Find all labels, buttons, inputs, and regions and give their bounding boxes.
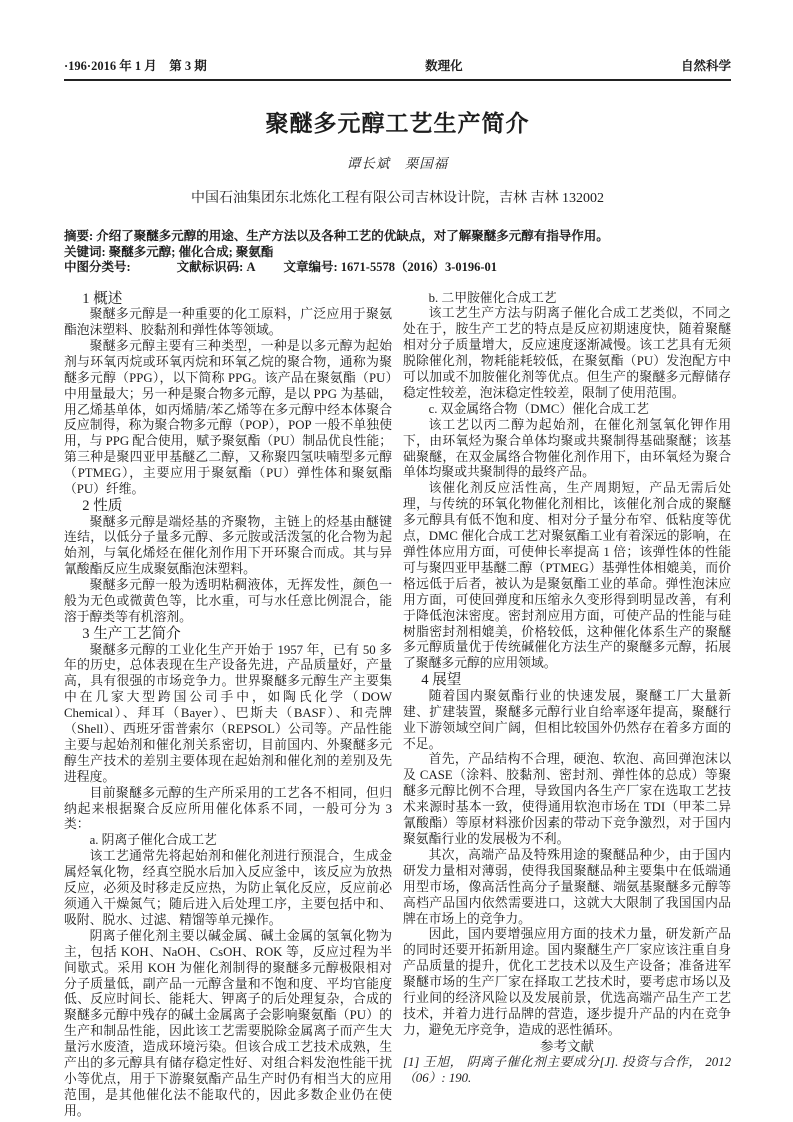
authors: 谭长斌 栗国福 <box>346 156 449 171</box>
paragraph: 首先，产品结构不合理，硬泡、软泡、高回弹泡沫以及 CASE（涂料、胶黏剂、密封剂、弹性体的总成）等聚醚多元醇比例不合理，导致国内各生产厂家在选取工艺技术来源时基本一致，使得通用软泡市场在 TDI（甲苯二异氰酸酯）等原材料涨价因素的带动下竞争激烈，对于国内聚氨酯行业的发展极为不利。 <box>403 752 731 846</box>
journal-name: 自然科学 <box>680 59 731 73</box>
page-header <box>64 56 731 81</box>
affiliation: 中国石油集团东北炼化工程有限公司吉林设计院，吉林 吉林 132002 <box>191 191 604 206</box>
paragraph: 因此，国内要增强应用方面的技术力量，研发新产品的同时还要开拓新用途。国内聚醚生产厂家应该注重自身产品质量的提升，优化工艺技术以及生产设备；准备进军聚醚市场的生产厂家在择取工艺技术时，要考虑市场以及行业间的经济风险以及发展前景，优选高端产品生产工艺技术，并着力进行品牌的营造，逐步提升产品的内在竞争力，避免无序竞争，造成的恶性循环。 <box>403 927 731 1037</box>
paragraph: 随着国内聚氨酯行业的快速发展，聚醚工厂大量新建、扩建装置，聚醚多元醇行业自给率逐年提高，聚醚行业下游领域空间广阔，但相比较国外仍然存在着多方面的不足。 <box>403 688 731 751</box>
paragraph: 聚醚多元醇一般为透明粘稠液体，无挥发性，颜色一般为无色或微黄色等，比水重，可与水任意比例混合，能溶于醇类等有机溶剂。 <box>64 578 392 624</box>
right-column <box>403 291 731 1120</box>
references-heading: 参考文献 <box>540 1038 594 1054</box>
section-heading: 3 生产工艺简介 <box>82 625 181 642</box>
classification-row <box>64 260 731 276</box>
article-meta <box>64 229 731 276</box>
section-heading: 1 概述 <box>82 290 123 307</box>
left-column <box>64 291 392 1120</box>
keywords: 关键词: 聚醚多元醇; 催化合成; 聚氨酯 <box>64 244 274 259</box>
paragraph: 其次，高端产品及特殊用途的聚醚品种少，由于国内研发力量相对薄弱，使得我国聚醚品种主要集中在低端通用型市场，像高活性高分子量聚醚、端氨基聚醚多元醇等高档产品国内依然需要进口，这就大大限制了我国国内品牌在市场上的竞争力。 <box>403 847 731 926</box>
clc-number-label: 中图分类号: <box>64 260 131 274</box>
reference-item: [1] 王旭， 阴离子催化剂主要成分[J]. 投资与合作， 2012（06）: 190. <box>403 1054 731 1085</box>
article-title: 聚醚多元醇工艺生产简介 <box>265 111 530 136</box>
abstract: 摘要: 介绍了聚醚多元醇的用途、生产方法以及各种工艺的优缺点，对了解聚醚多元醇有指导作用。 <box>64 229 609 243</box>
paragraph: 聚醚多元醇是一种重要的化工原料，广泛应用于聚氨酯泡沫塑料、胶黏剂和弹性体等领域。 <box>64 307 392 337</box>
paragraph: 该工艺通常先将起始剂和催化剂进行预混合，生成金属烃氧化物，经真空脱水后加入反应釜中，该反应为放热反应，必须及时移走反应热，为防止氧化反应，反应前必须通入干燥氮气；随后进入后处理工序，主要包括中和、吸附、脱水、过滤、精馏等单元操作。 <box>64 849 392 927</box>
page-number-issue: ·196·2016 年 1 月 第 3 期 <box>64 59 207 73</box>
paragraph: 该催化剂反应活性高，生产周期短，产品无需后处理，与传统的环氧化物催化剂相比，该催化剂合成的聚醚多元醇具有低不饱和度、相对分子量分布窄、低粘度等优点，DMC 催化合成工艺对聚氨酯工业有着深远的影响，在弹性体应用方面，可使伸长率提高 1 倍；该弹性体的性能可与聚四亚甲基醚二醇（PTMEG）基弹性体相媲美，而价格远低于后者，被认为是聚氨酯工业的革命。弹性泡沫应用方面，可使回弹度和压缩永久变形得到明显改善，有利于降低泡沫密度。密封剂应用方面，可使产品的性能与硅树脂密封剂相媲美，价格较低，这种催化体系生产的聚醚多元醇质量优于传统碱催化方法生产的聚醚多元醇，拓展了聚醚多元醇的应用领域。 <box>403 481 731 671</box>
paragraph: 目前聚醚多元醇的生产所采用的工艺各不相同，但归纳起来根据聚合反应所用催化体系不同，一般可分为 3 类： <box>64 785 392 832</box>
document-code: 文献标识码: A <box>176 260 256 274</box>
section-heading: 2 性质 <box>82 497 123 514</box>
process-subitem: a. 阴离子催化合成工艺 <box>89 833 217 848</box>
journal-section: 数理化 <box>425 59 463 73</box>
article-body <box>64 291 731 1120</box>
article-number: 文章编号: 1671-5578（2016）3-0196-01 <box>283 260 498 274</box>
paragraph: 阴离子催化剂主要以碱金属、碱土金属的氢氧化物为主，包括 KOH、NaOH、CsOH、ROK 等，反应过程为半间歇式。采用 KOH 为催化剂制得的聚醚多元醇极限相对分子质量低，副产品一元醇含量和不饱和度、平均官能度低、反应时间长、能耗大、钾离子的后处理复杂，合成的聚醚多元醇中残存的碱土金属离子会影响聚氨酯（PU）的生产和制品性能，因此该工艺需要脱除金属离子而产生大量污水废渣，造成环境污染。但该合成工艺技术成熟，生产出的多元醇具有储存稳定性好、对组合料发泡性能干扰小等优点，用于下游聚氨酯产品生产时仍有相当大的应用范围，是其他催化法不能取代的，因此多数企业仍在使用。 <box>64 928 392 1118</box>
paragraph: 该工艺以丙二醇为起始剂，在催化剂氢氧化钾作用下，由环氧烃为聚合单体均聚或共聚制得基础聚醚；该基础聚醚，在双金属络合物催化剂作用下，由环氧烃为聚合单体均聚或共聚制得的最终产品。 <box>403 417 731 480</box>
section-heading: 4 展望 <box>421 672 462 689</box>
paragraph: 聚醚多元醇是端烃基的齐聚物，主链上的烃基由醚键连结，以低分子量多元醇、多元胺或活泼氢的化合物为起始剂，与氧化烯烃在催化剂作用下开环聚合而成。其与异氰酸酯反应生成聚氨酯泡沫塑料。 <box>64 514 392 577</box>
paragraph: 该工艺生产方法与阴离子催化合成工艺类似，不同之处在于，胺生产工艺的特点是反应初期速度快，随着聚醚相对分子质量增大，反应速度逐渐减慢。该工艺具有无须脱除催化剂，物耗能耗较低，在聚氨酯（PU）发泡配方中可以加或不加胺催化剂等优点。但生产的聚醚多元醇储存稳定性较差，泡沫稳定性较差，限制了使用范围。 <box>403 306 731 400</box>
process-subitem: b. 二甲胺催化合成工艺 <box>428 290 557 305</box>
paragraph: 聚醚多元醇的工业化生产开始于 1957 年，已有 50 多年的历史，总体表现在生产设备先进，产品质量好，产量高，具有很强的市场竞争力。世界聚醚多元醇生产主要集中在几家大型跨国公司手中，如陶氏化学（DOW Chemical）、拜耳（Bayer）、巴斯夫（BASF）、和壳牌（Shell）、西班牙雷普索尔（REPSOL）公司等。产品性能主要与起始剂和催化剂关系密切，目前国内、外聚醚多元醇生产技术的差别主要体现在起始剂和催化剂的差别及先进程度。 <box>64 642 392 784</box>
process-subitem: c. 双金属络合物（DMC）催化合成工艺 <box>428 401 649 416</box>
paragraph: 聚醚多元醇主要有三种类型，一种是以多元醇为起始剂与环氧丙烷或环氧丙烷和环氧乙烷的聚合物，通称为聚醚多元醇（PPG），以下简称 PPG。该产品在聚氨酯（PU）中用量最大；另一种是聚合物多元醇，是以 PPG 为基础，用乙烯基单体，如丙烯腈/苯乙烯等在多元醇中经本体聚合反应制得，称为聚合物多元醇（POP），POP 一般不单独使用，与 PPG 配合使用，赋予聚氨酯（PU）制品优良性能；第三种是聚四亚甲基醚乙二醇，又称聚四氢呋喃型多元醇（PTMEG），主要应用于聚氨酯（PU）弹性体和聚氨酯（PU）纤维。 <box>64 338 392 497</box>
